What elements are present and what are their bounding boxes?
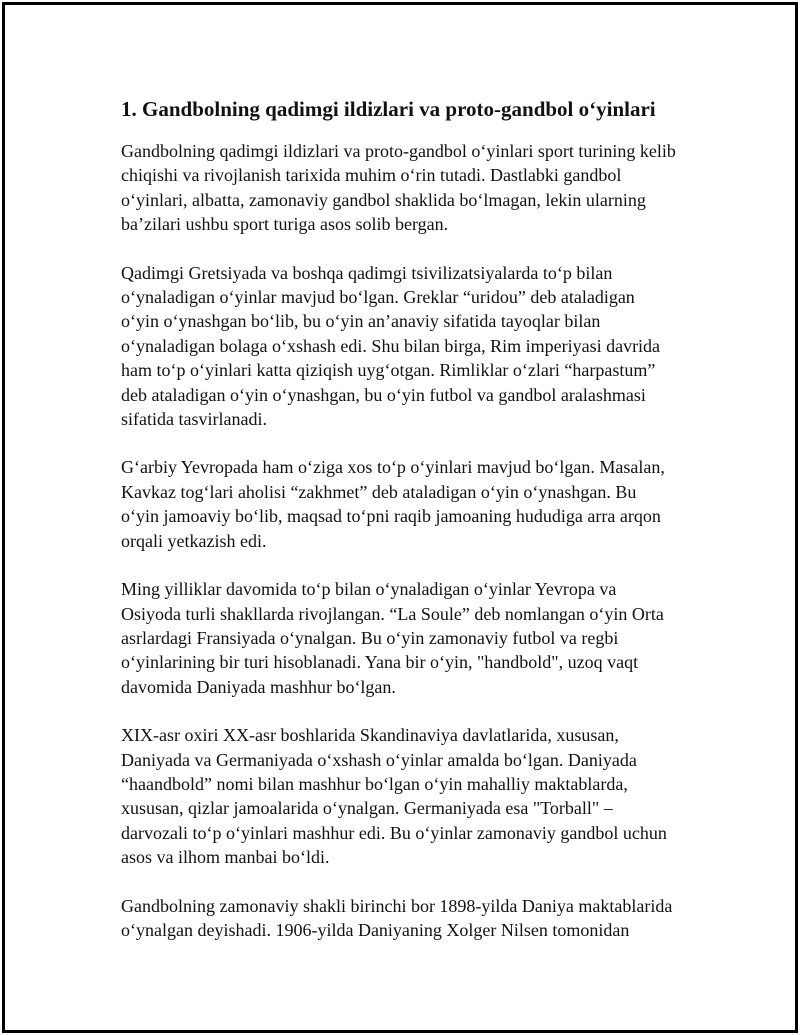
paragraph-5 (121, 723, 701, 869)
text-line: Kavkaz tog‘lari aholisi “zakhmet” deb ataladigan o‘yin o‘ynashgan. Bu (121, 481, 637, 502)
text-line: o‘yinlarining bir turi hisoblanadi. Yana bir o‘yin, "handbold", uzoq vaqt (121, 652, 639, 673)
text-line: G‘arbiy Yevropada ham o‘ziga xos to‘p o‘yinlari mavjud bo‘lgan. Masalan, (121, 457, 665, 478)
text-line: davomida Daniyada mashhur bo‘lgan. (121, 676, 396, 697)
paragraph-4 (121, 577, 701, 699)
text-line: “haandbold” nomi bilan mashhur bo‘lgan o‘yin mahalliy maktablarda, (121, 773, 628, 794)
text-line: asrlardagi Fransiyada o‘ynalgan. Bu o‘yin zamonaviy futbol va regbi (121, 627, 619, 648)
text-line: sifatida tasvirlanadi. (121, 409, 267, 430)
text-line: asos va ilhom manbai bo‘ldi. (121, 847, 330, 868)
paragraph-3 (121, 455, 701, 553)
text-line: o‘yin o‘ynashgan bo‘lib, bu o‘yin an’anaviy sifatida tayoqlar bilan (121, 311, 601, 332)
text-line: o‘yinlari, albatta, zamonaviy gandbol shaklida bo‘lmagan, lekin ularning (121, 189, 646, 210)
text-line: orqali yetkazish edi. (121, 530, 267, 551)
text-line: Gandbolning qadimgi ildizlari va proto-gandbol o‘yinlari sport turining kelib (121, 141, 676, 161)
text-line: o‘ynaladigan bolaga o‘xshash edi. Shu bilan birga, Rim imperiyasi davrida (121, 335, 661, 356)
text-line: o‘ynalgan deyishadi. 1906-yilda Daniyaning Xolger Nilsen tomonidan (121, 919, 630, 940)
text-line: Ming yilliklar davomida to‘p bilan o‘ynaladigan o‘yinlar Yevropa va (121, 579, 617, 600)
paragraph-1 (121, 139, 701, 237)
text-line: darvozali to‘p o‘yinlari mashhur edi. Bu o‘yinlar zamonaviy gandbol uchun (121, 822, 667, 843)
page-frame (2, 2, 798, 1033)
section-heading: 1. Gandbolning qadimgi ildizlari va proto-gandbol o‘yinlari (121, 97, 656, 121)
text-line: o‘yin jamoaviy bo‘lib, maqsad to‘pni raqib jamoaning hududiga arra arqon (121, 506, 661, 527)
text-line: Gandbolning zamonaviy shakli birinchi bor 1898-yilda Daniya maktablarida (121, 895, 673, 916)
document-body (121, 95, 701, 966)
text-line: XIX-asr oxiri XX-asr boshlarida Skandinaviya davlatlarida, xususan, (121, 725, 619, 746)
text-line: ba’zilari ushbu sport turiga asos solib bergan. (121, 214, 449, 235)
text-line: deb ataladigan o‘yin o‘ynashgan, bu o‘yin futbol va gandbol aralashmasi (121, 384, 646, 405)
text-line: chiqishi va rivojlanish tarixida muhim o‘rin tutadi. Dastlabki gandbol (121, 165, 622, 186)
text-line: Daniyada va Germaniyada o‘xshash o‘yinlar amalda bo‘lgan. Daniyada (121, 749, 637, 770)
paragraph-2 (121, 261, 701, 432)
paragraph-6 (121, 894, 701, 943)
text-line: Osiyoda turli shakllarda rivojlangan. “La Soule” deb nomlangan o‘yin Orta (121, 603, 664, 624)
text-line: o‘ynaladigan o‘yinlar mavjud bo‘lgan. Greklar “uridou” deb ataladigan (121, 287, 635, 308)
text-line: Qadimgi Gretsiyada va boshqa qadimgi tsivilizatsiyalarda to‘p bilan (121, 262, 613, 283)
text-line: ham to‘p o‘yinlari katta qiziqish uyg‘otgan. Rimliklar o‘zlari “harpastum” (121, 360, 656, 381)
text-line: xususan, qizlar jamoalarida o‘ynalgan. Germaniyada esa "Torball" – (121, 798, 613, 819)
